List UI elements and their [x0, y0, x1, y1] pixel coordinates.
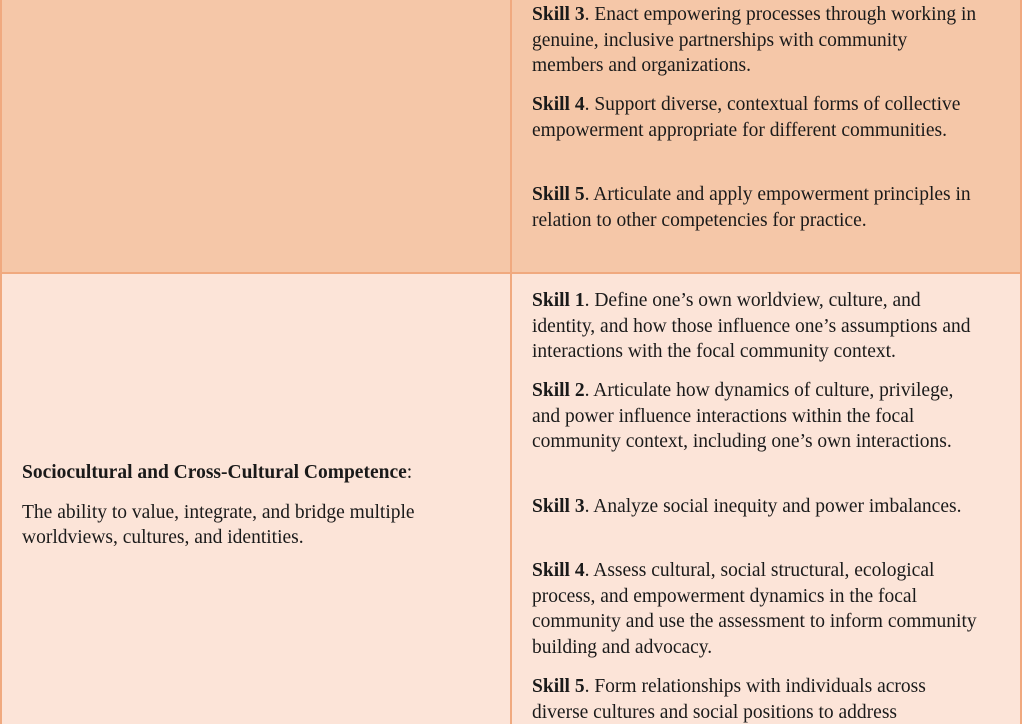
skill-item: [532, 674, 982, 724]
skill-item: [532, 494, 982, 520]
skill-label: Skill 5: [532, 676, 585, 697]
skill-label: Skill 1: [532, 290, 585, 311]
skill-label: Skill 2: [532, 380, 585, 401]
skill-text: . Analyze social inequity and power imbalances.: [584, 496, 962, 517]
skill-label: Skill 4: [532, 560, 585, 581]
competency-title: [22, 460, 470, 486]
skill-label: Skill 3: [532, 4, 585, 25]
competency-description: The ability to value, integrate, and bridge multiple worldviews, cultures, and identities.: [22, 501, 415, 548]
skill-text: . Articulate and apply empowerment principles in relation to other competencies for practice.: [532, 184, 971, 231]
skill-item: [532, 288, 982, 365]
skill-item: [532, 92, 982, 143]
skills-cell: [512, 0, 1020, 272]
skill-item: [532, 182, 982, 233]
skill-text: . Assess cultural, social structural, ecological process, and empowerment dynamics in the focal community and use the assessment to inform community building and advocacy.: [532, 560, 977, 658]
competency-title-colon: :: [406, 462, 413, 483]
skill-item: [532, 558, 982, 660]
skill-text: . Articulate how dynamics of culture, privilege, and power influence interactions within the focal community context, including one’s own interactions.: [532, 380, 954, 452]
skill-text: . Support diverse, contextual forms of collective empowerment appropriate for different communities.: [532, 94, 961, 141]
skill-text: . Define one’s own worldview, culture, and identity, and how those influence one’s assumptions and interactions with the focal community context.: [532, 290, 971, 362]
skill-label: Skill 3: [532, 496, 585, 517]
skill-label: Skill 4: [532, 94, 585, 115]
competency-cell: [2, 274, 510, 724]
skill-label: Skill 5: [532, 184, 585, 205]
competency-block: [22, 460, 470, 551]
competency-title-text: Sociocultural and Cross-Cultural Competence: [22, 462, 407, 483]
competency-cell-empty: [2, 0, 510, 272]
skill-text: . Enact empowering processes through working in genuine, inclusive partnerships with community members and organizations.: [532, 4, 977, 76]
skill-text: . Form relationships with individuals across diverse cultures and social positions to address: [532, 676, 926, 723]
table-row-empowerment: [0, 0, 1022, 272]
skill-item: [532, 2, 982, 79]
skills-cell: [512, 274, 1020, 724]
table-row-sociocultural: [0, 272, 1022, 724]
skill-item: [532, 378, 982, 455]
